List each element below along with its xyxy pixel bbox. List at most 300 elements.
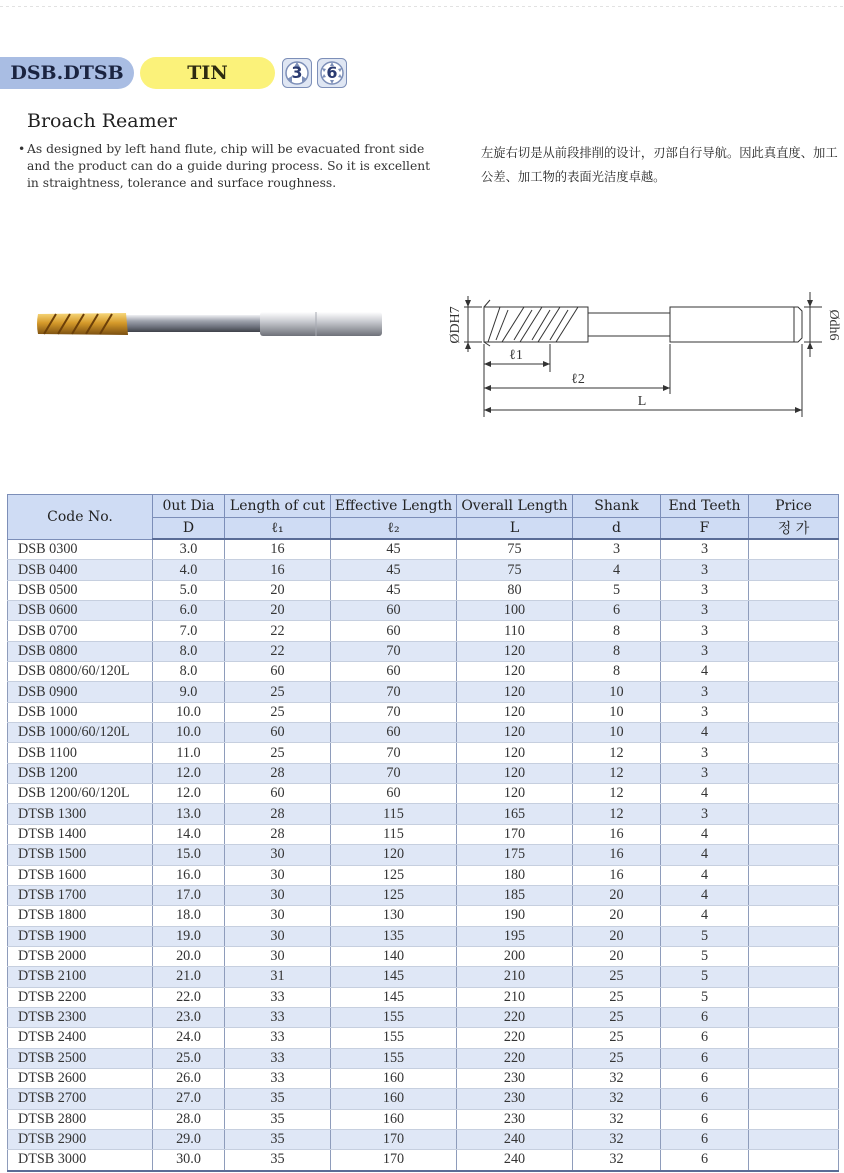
value-cell: 60 (331, 662, 457, 682)
value-cell: 15.0 (153, 845, 225, 865)
value-cell: 110 (457, 621, 573, 641)
value-cell: 195 (457, 926, 573, 946)
value-cell: 5 (661, 987, 749, 1007)
value-cell: 6 (661, 1150, 749, 1171)
value-cell: 160 (331, 1068, 457, 1088)
value-cell: 4 (661, 906, 749, 926)
value-cell (749, 926, 839, 946)
value-cell: 8.0 (153, 662, 225, 682)
table-row (8, 560, 839, 580)
value-cell: 32 (573, 1129, 661, 1149)
value-cell: 115 (331, 804, 457, 824)
value-cell: 175 (457, 845, 573, 865)
value-cell (749, 1068, 839, 1088)
value-cell (749, 621, 839, 641)
value-cell: 60 (331, 621, 457, 641)
value-cell: 30 (225, 946, 331, 966)
value-cell: 6 (661, 1028, 749, 1048)
table-row (8, 885, 839, 905)
table-row (8, 926, 839, 946)
value-cell: 33 (225, 1048, 331, 1068)
table-row (8, 601, 839, 621)
description-english-text: As designed by left hand flute, chip will be evacuated front side and the product can do a guide during process. So it is excellent in straightness, tolerance and surface roughness. (27, 142, 431, 190)
value-cell: 35 (225, 1129, 331, 1149)
value-cell (749, 539, 839, 560)
value-cell: 60 (225, 662, 331, 682)
value-cell: 20 (573, 946, 661, 966)
code-cell: DTSB 1900 (8, 926, 153, 946)
value-cell: 10.0 (153, 702, 225, 722)
value-cell: 3 (661, 682, 749, 702)
value-cell: 5 (573, 580, 661, 600)
value-cell: 16 (225, 560, 331, 580)
value-cell: 120 (457, 662, 573, 682)
table-row (8, 621, 839, 641)
value-cell: 60 (225, 723, 331, 743)
table-row (8, 702, 839, 722)
column-symbol: L (457, 518, 573, 540)
value-cell: 12 (573, 784, 661, 804)
table-row (8, 743, 839, 763)
value-cell: 70 (331, 641, 457, 661)
value-cell: 145 (331, 987, 457, 1007)
code-cell: DSB 1100 (8, 743, 153, 763)
label-l1: ℓ1 (509, 348, 523, 363)
value-cell: 20 (225, 580, 331, 600)
code-cell: DSB 1000 (8, 702, 153, 722)
value-cell: 4 (661, 824, 749, 844)
value-cell: 7.0 (153, 621, 225, 641)
value-cell: 130 (331, 906, 457, 926)
value-cell: 9.0 (153, 682, 225, 702)
code-cell: DTSB 2200 (8, 987, 153, 1007)
code-cell: DSB 0700 (8, 621, 153, 641)
value-cell (749, 906, 839, 926)
column-header: Shank (573, 495, 661, 518)
column-symbol: ℓ₁ (225, 518, 331, 540)
value-cell (749, 987, 839, 1007)
column-header: Code No. (8, 495, 153, 540)
value-cell: 4 (573, 560, 661, 580)
value-cell (749, 1028, 839, 1048)
value-cell: 32 (573, 1089, 661, 1109)
table-row (8, 1048, 839, 1068)
value-cell: 3 (661, 641, 749, 661)
value-cell: 10 (573, 702, 661, 722)
value-cell: 160 (331, 1089, 457, 1109)
value-cell: 135 (331, 926, 457, 946)
value-cell: 70 (331, 743, 457, 763)
value-cell: 30 (225, 906, 331, 926)
flute-6-label: 6 (326, 63, 338, 82)
value-cell: 3.0 (153, 539, 225, 560)
table-row (8, 865, 839, 885)
value-cell: 155 (331, 1048, 457, 1068)
value-cell: 120 (457, 682, 573, 702)
value-cell: 4 (661, 784, 749, 804)
value-cell: 220 (457, 1048, 573, 1068)
value-cell: 33 (225, 987, 331, 1007)
code-cell: DTSB 2900 (8, 1129, 153, 1149)
table-row (8, 763, 839, 783)
value-cell: 10 (573, 723, 661, 743)
value-cell: 220 (457, 1007, 573, 1027)
table-row (8, 662, 839, 682)
code-cell: DTSB 2800 (8, 1109, 153, 1129)
column-symbol: 정 가 (749, 518, 839, 540)
value-cell (749, 702, 839, 722)
value-cell: 170 (331, 1129, 457, 1149)
code-cell: DTSB 2000 (8, 946, 153, 966)
value-cell: 3 (661, 743, 749, 763)
value-cell: 6 (661, 1068, 749, 1088)
value-cell: 170 (457, 824, 573, 844)
value-cell: 22.0 (153, 987, 225, 1007)
flute-3-label: 3 (291, 63, 303, 82)
value-cell: 12 (573, 763, 661, 783)
value-cell: 30 (225, 885, 331, 905)
value-cell: 4.0 (153, 560, 225, 580)
code-cell: DTSB 1700 (8, 885, 153, 905)
value-cell: 24.0 (153, 1028, 225, 1048)
value-cell: 3 (661, 621, 749, 641)
value-cell (749, 1129, 839, 1149)
value-cell: 16.0 (153, 865, 225, 885)
value-cell (749, 560, 839, 580)
value-cell: 5.0 (153, 580, 225, 600)
code-cell: DSB 0600 (8, 601, 153, 621)
value-cell (749, 641, 839, 661)
value-cell: 28 (225, 824, 331, 844)
value-cell: 26.0 (153, 1068, 225, 1088)
value-cell: 3 (573, 539, 661, 560)
code-cell: DSB 1200 (8, 763, 153, 783)
value-cell: 3 (661, 539, 749, 560)
value-cell: 33 (225, 1007, 331, 1027)
value-cell: 16 (225, 539, 331, 560)
value-cell: 75 (457, 560, 573, 580)
value-cell: 8 (573, 662, 661, 682)
table-row (8, 906, 839, 926)
value-cell: 29.0 (153, 1129, 225, 1149)
table-row (8, 539, 839, 560)
code-cell: DTSB 1600 (8, 865, 153, 885)
value-cell: 25 (573, 987, 661, 1007)
code-cell: DTSB 1300 (8, 804, 153, 824)
value-cell: 10 (573, 682, 661, 702)
column-symbol: d (573, 518, 661, 540)
value-cell: 11.0 (153, 743, 225, 763)
value-cell: 155 (331, 1028, 457, 1048)
code-cell: DTSB 2300 (8, 1007, 153, 1027)
value-cell (749, 784, 839, 804)
value-cell: 60 (331, 784, 457, 804)
value-cell: 190 (457, 906, 573, 926)
value-cell: 170 (331, 1150, 457, 1171)
value-cell: 20 (573, 885, 661, 905)
value-cell: 12 (573, 743, 661, 763)
table-row (8, 804, 839, 824)
value-cell: 180 (457, 865, 573, 885)
value-cell: 6 (661, 1109, 749, 1129)
code-cell: DTSB 1800 (8, 906, 153, 926)
value-cell: 240 (457, 1129, 573, 1149)
value-cell: 120 (331, 845, 457, 865)
code-cell: DTSB 2400 (8, 1028, 153, 1048)
code-cell: DSB 0500 (8, 580, 153, 600)
value-cell: 25 (573, 1007, 661, 1027)
value-cell: 240 (457, 1150, 573, 1171)
code-cell: DTSB 2600 (8, 1068, 153, 1088)
value-cell: 120 (457, 641, 573, 661)
value-cell: 30 (225, 845, 331, 865)
value-cell: 70 (331, 763, 457, 783)
code-cell: DSB 0900 (8, 682, 153, 702)
value-cell: 6 (661, 1048, 749, 1068)
value-cell (749, 682, 839, 702)
value-cell: 20 (225, 601, 331, 621)
flute-6-badge (317, 58, 347, 88)
value-cell: 230 (457, 1068, 573, 1088)
column-symbol: ℓ₂ (331, 518, 457, 540)
table-row (8, 1129, 839, 1149)
code-cell: DSB 0400 (8, 560, 153, 580)
coating-tag: TIN (140, 57, 275, 89)
value-cell: 3 (661, 601, 749, 621)
product-title: Broach Reamer (27, 110, 177, 132)
value-cell: 22 (225, 641, 331, 661)
value-cell: 4 (661, 885, 749, 905)
code-cell: DTSB 1400 (8, 824, 153, 844)
value-cell: 210 (457, 967, 573, 987)
value-cell: 30 (225, 865, 331, 885)
value-cell: 13.0 (153, 804, 225, 824)
table-row (8, 824, 839, 844)
value-cell: 32 (573, 1150, 661, 1171)
code-cell: DSB 1200/60/120L (8, 784, 153, 804)
value-cell (749, 865, 839, 885)
value-cell: 32 (573, 1068, 661, 1088)
code-cell: DTSB 2500 (8, 1048, 153, 1068)
value-cell: 32 (573, 1109, 661, 1129)
value-cell (749, 1089, 839, 1109)
value-cell: 35 (225, 1109, 331, 1129)
value-cell: 60 (331, 723, 457, 743)
column-header: Price (749, 495, 839, 518)
column-header: End Teeth (661, 495, 749, 518)
table-row (8, 1007, 839, 1027)
value-cell: 200 (457, 946, 573, 966)
value-cell: 20.0 (153, 946, 225, 966)
value-cell: 31 (225, 967, 331, 987)
flute-3-badge (282, 58, 312, 88)
code-cell: DSB 1000/60/120L (8, 723, 153, 743)
product-photo (36, 306, 386, 347)
value-cell: 4 (661, 865, 749, 885)
value-cell: 19.0 (153, 926, 225, 946)
value-cell: 5 (661, 946, 749, 966)
value-cell: 120 (457, 723, 573, 743)
value-cell: 8 (573, 641, 661, 661)
value-cell: 5 (661, 967, 749, 987)
value-cell: 16 (573, 845, 661, 865)
value-cell: 33 (225, 1028, 331, 1048)
value-cell: 20 (573, 926, 661, 946)
value-cell: 120 (457, 784, 573, 804)
value-cell: 14.0 (153, 824, 225, 844)
value-cell: 12.0 (153, 784, 225, 804)
top-dotted-rule (0, 6, 844, 7)
value-cell (749, 967, 839, 987)
value-cell: 8.0 (153, 641, 225, 661)
value-cell: 4 (661, 723, 749, 743)
value-cell (749, 1109, 839, 1129)
value-cell: 6.0 (153, 601, 225, 621)
value-cell: 80 (457, 580, 573, 600)
value-cell (749, 763, 839, 783)
value-cell: 25 (225, 702, 331, 722)
table-row (8, 641, 839, 661)
value-cell: 35 (225, 1150, 331, 1171)
code-cell: DTSB 2100 (8, 967, 153, 987)
value-cell: 6 (661, 1089, 749, 1109)
table-row (8, 1150, 839, 1171)
value-cell: 35 (225, 1089, 331, 1109)
value-cell: 30 (225, 926, 331, 946)
value-cell: 3 (661, 763, 749, 783)
value-cell: 25 (573, 967, 661, 987)
value-cell: 16 (573, 865, 661, 885)
value-cell: 25 (225, 743, 331, 763)
value-cell: 25 (225, 682, 331, 702)
value-cell: 28 (225, 763, 331, 783)
value-cell: 3 (661, 804, 749, 824)
table-row (8, 682, 839, 702)
value-cell: 230 (457, 1089, 573, 1109)
value-cell: 165 (457, 804, 573, 824)
column-symbol: F (661, 518, 749, 540)
value-cell: 70 (331, 702, 457, 722)
value-cell: 10.0 (153, 723, 225, 743)
value-cell: 155 (331, 1007, 457, 1027)
value-cell: 17.0 (153, 885, 225, 905)
table-row (8, 784, 839, 804)
label-d: Ødh6 (826, 309, 841, 341)
value-cell: 25.0 (153, 1048, 225, 1068)
code-cell: DSB 0800/60/120L (8, 662, 153, 682)
table-row (8, 1068, 839, 1088)
value-cell: 6 (661, 1129, 749, 1149)
value-cell: 21.0 (153, 967, 225, 987)
value-cell: 27.0 (153, 1089, 225, 1109)
value-cell: 22 (225, 621, 331, 641)
value-cell: 210 (457, 987, 573, 1007)
description-english (18, 141, 438, 192)
value-cell: 3 (661, 560, 749, 580)
value-cell: 5 (661, 926, 749, 946)
description-chinese: 左旋右切是从前段排削的设计，刃部自行导航。因此真直度、加工公差、加工物的表面光洁度卓越。 (481, 146, 838, 184)
label-D: ØDH7 (448, 306, 463, 344)
value-cell: 100 (457, 601, 573, 621)
value-cell: 120 (457, 763, 573, 783)
value-cell: 8 (573, 621, 661, 641)
value-cell: 120 (457, 743, 573, 763)
value-cell: 3 (661, 702, 749, 722)
value-cell: 3 (661, 580, 749, 600)
value-cell: 230 (457, 1109, 573, 1129)
column-header: Effective Length (331, 495, 457, 518)
value-cell: 4 (661, 662, 749, 682)
table-row (8, 580, 839, 600)
code-cell: DTSB 1500 (8, 845, 153, 865)
value-cell (749, 885, 839, 905)
value-cell (749, 1048, 839, 1068)
value-cell (749, 804, 839, 824)
table-row (8, 1028, 839, 1048)
value-cell (749, 845, 839, 865)
column-header: 0ut Dia (153, 495, 225, 518)
value-cell: 75 (457, 539, 573, 560)
value-cell (749, 601, 839, 621)
value-cell (749, 662, 839, 682)
value-cell (749, 824, 839, 844)
value-cell: 70 (331, 682, 457, 702)
value-cell: 220 (457, 1028, 573, 1048)
value-cell: 16 (573, 824, 661, 844)
value-cell: 18.0 (153, 906, 225, 926)
value-cell: 140 (331, 946, 457, 966)
value-cell: 12.0 (153, 763, 225, 783)
value-cell (749, 1150, 839, 1171)
value-cell: 12 (573, 804, 661, 824)
technical-drawing (438, 282, 841, 427)
value-cell (749, 723, 839, 743)
value-cell: 28 (225, 804, 331, 824)
value-cell: 45 (331, 560, 457, 580)
value-cell (749, 580, 839, 600)
bullet-icon: • (18, 142, 26, 156)
value-cell: 120 (457, 702, 573, 722)
table-row (8, 723, 839, 743)
code-cell: DSB 0800 (8, 641, 153, 661)
value-cell: 28.0 (153, 1109, 225, 1129)
value-cell: 45 (331, 580, 457, 600)
table-row (8, 1109, 839, 1129)
value-cell: 185 (457, 885, 573, 905)
value-cell: 60 (331, 601, 457, 621)
value-cell: 20 (573, 906, 661, 926)
table-row (8, 845, 839, 865)
value-cell: 25 (573, 1048, 661, 1068)
value-cell: 115 (331, 824, 457, 844)
value-cell: 23.0 (153, 1007, 225, 1027)
value-cell: 33 (225, 1068, 331, 1088)
table-row (8, 946, 839, 966)
value-cell: 6 (573, 601, 661, 621)
value-cell: 45 (331, 539, 457, 560)
table-row (8, 987, 839, 1007)
code-cell: DTSB 3000 (8, 1150, 153, 1171)
spec-table (7, 494, 839, 1172)
column-symbol: D (153, 518, 225, 540)
label-L: L (637, 394, 647, 409)
table-row (8, 1089, 839, 1109)
value-cell (749, 946, 839, 966)
column-header: Overall Length (457, 495, 573, 518)
value-cell: 125 (331, 865, 457, 885)
value-cell (749, 1007, 839, 1027)
value-cell: 160 (331, 1109, 457, 1129)
